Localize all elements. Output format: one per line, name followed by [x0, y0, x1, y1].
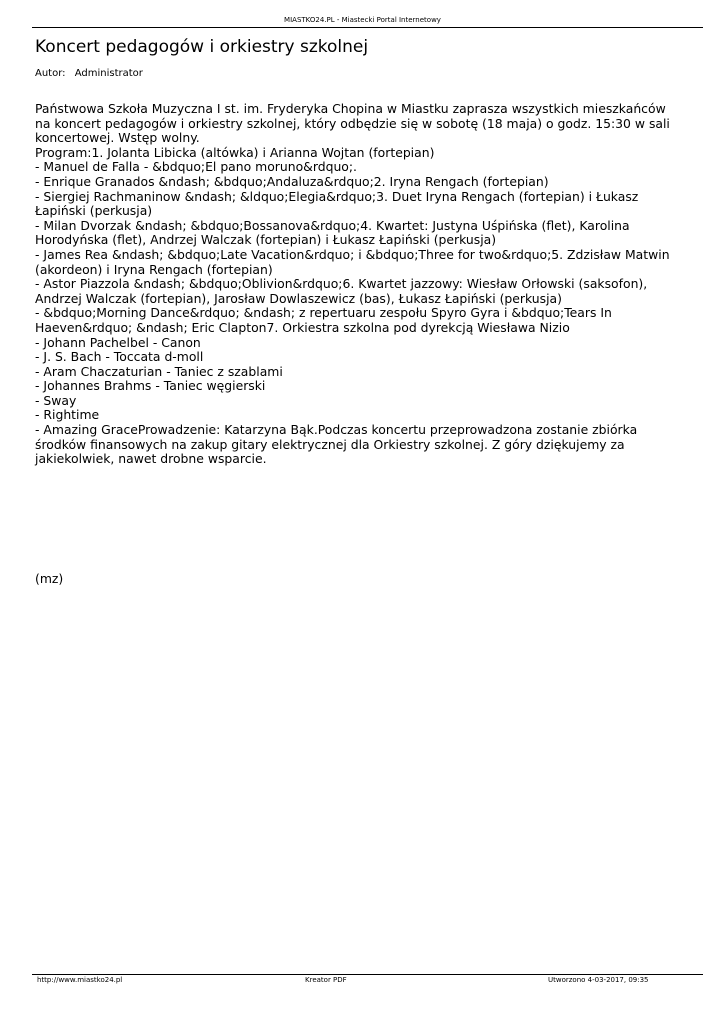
article-title: Koncert pedagogów i orkiestry szkolnej: [35, 37, 369, 57]
program-line: - Manuel de Falla - &bdquo;El pano moruno&rdquo;.: [35, 159, 357, 175]
author-name: Administrator: [74, 68, 143, 79]
footer-generator: Kreator PDF: [305, 976, 347, 984]
program-line: - Astor Piazzola &ndash; &bdquo;Oblivion&rdquo;6. Kwartet jazzowy: Wiesław Orłowski (saksofon), Andrzej Walczak (fortepian), Jarosław Dowlaszewicz (bas), Łukasz Łapiński (perkusja): [35, 276, 648, 306]
author-line: [35, 67, 143, 80]
header-divider: [32, 27, 703, 28]
article-intro: Państwowa Szkoła Muzyczna I st. im. Fryderyka Chopina w Miastku zaprasza wszystkich mieszkańców na koncert pedagogów i orkiestry szkolnej, który odbędzie się w sobotę (18 maja) o godz. 15:30 w sali koncertowej. Wstęp wolny.: [35, 101, 670, 146]
author-label: Autor:: [35, 68, 66, 79]
footer-created-date: Utworzono 4-03-2017, 09:35: [548, 976, 649, 984]
program-line: - Johannes Brahms - Taniec węgierski: [35, 378, 266, 394]
program-line: - Amazing GraceProwadzenie: Katarzyna Bąk.Podczas koncertu przeprowadzona zostanie zbiórka środków finansowych na zakup gitary elektrycznej dla Orkiestry szkolnej. Z góry dziękujemy za jakiekolwiek, nawet drobne wsparcie.: [35, 422, 638, 467]
program-line: - Siergiej Rachmaninow &ndash; &ldquo;Elegia&rdquo;3. Duet Iryna Rengach (fortepian) i Łukasz Łapiński (perkusja): [35, 188, 639, 219]
site-header: MIASTKO24.PL - Miastecki Portal Internetowy: [284, 16, 441, 24]
footer-divider: [32, 974, 703, 975]
program-line: - James Rea &ndash; &bdquo;Late Vacation&rdquo; i &bdquo;Three for two&rdquo;5. Zdzisław Matwin (akordeon) i Iryna Rengach (fortepian): [35, 246, 670, 277]
program-line: Program:1. Jolanta Libicka (altówka) i Arianna Wojtan (fortepian): [35, 144, 435, 160]
program-line: - Sway: [35, 392, 77, 408]
footer-url: http://www.miastko24.pl: [37, 976, 123, 984]
article-signature: (mz): [35, 571, 64, 586]
program-line: - J. S. Bach - Toccata d-moll: [35, 349, 204, 365]
article-body: [35, 102, 675, 467]
program-line: - Rightime: [35, 407, 100, 423]
program-line: - &bdquo;Morning Dance&rdquo; &ndash; z repertuaru zespołu Spyro Gyra i &bdquo;Tears In Haeven&rdquo; &ndash; Eric Clapton7. Orkiestra szkolna pod dyrekcją Wiesława Nizio: [35, 305, 612, 335]
program-line: - Aram Chaczaturian - Taniec z szablami: [35, 363, 283, 379]
program-line: - Enrique Granados &ndash; &bdquo;Andaluza&rdquo;2. Iryna Rengach (fortepian): [35, 173, 549, 189]
program-line: - Milan Dvorzak &ndash; &bdquo;Bossanova&rdquo;4. Kwartet: Justyna Uśpińska (flet), Karolina Horodyńska (flet), Andrzej Walczak (fortepian) i Łukasz Łapiński (perkusja): [35, 217, 630, 248]
program-line: - Johann Pachelbel - Canon: [35, 334, 201, 350]
